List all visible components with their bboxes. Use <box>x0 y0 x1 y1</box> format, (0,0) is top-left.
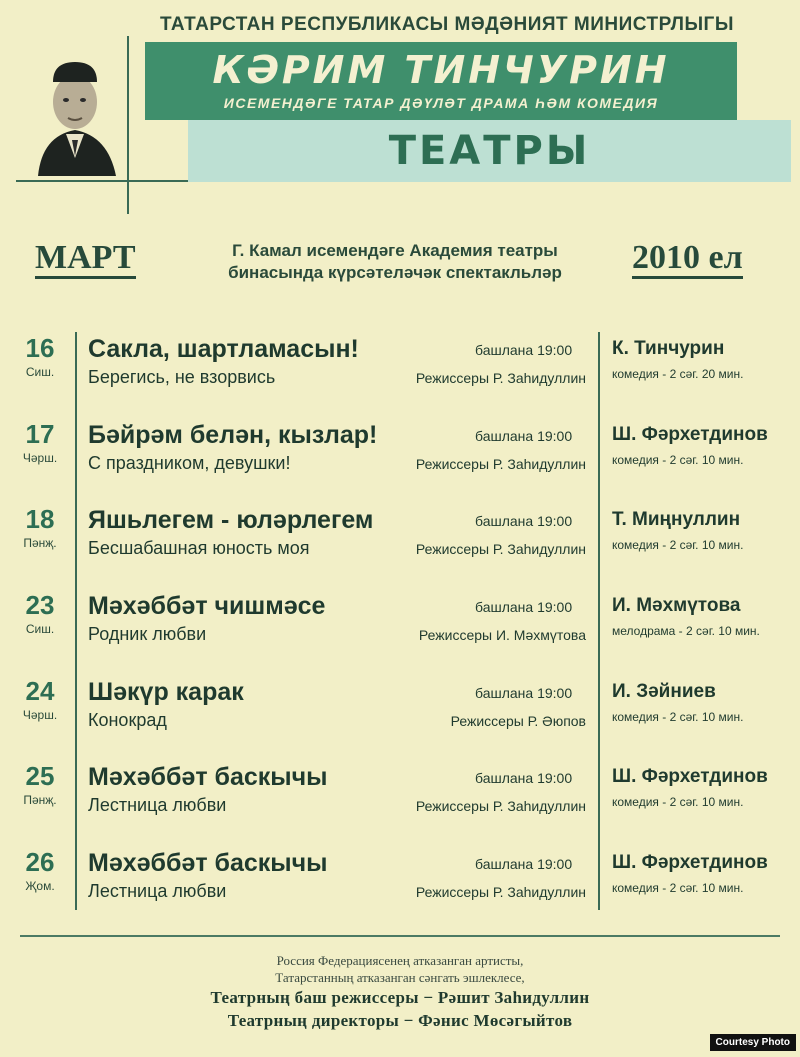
performance-row <box>0 418 800 504</box>
title-russian: Конокрад <box>88 709 167 730</box>
genre-duration: комедия - 2 сәг. 10 мин. <box>612 881 744 896</box>
title-tatar: Сакла, шартламасын! <box>88 335 359 363</box>
start-time: башлана 19:00 <box>475 427 573 444</box>
author: И. Зәйниев <box>612 680 716 702</box>
performance-row <box>0 589 800 675</box>
title-russian: Бесшабашная юность моя <box>88 538 310 559</box>
chief-director: Театрның баш режиссеры − Рәшит Заһидуллин <box>210 988 590 1007</box>
author: И. Мәхмүтова <box>612 595 741 617</box>
date-cell <box>18 675 62 723</box>
director: Режиссеры И. Мәхмүтова <box>418 627 586 644</box>
date-cell <box>18 589 62 637</box>
start-time: башлана 19:00 <box>475 684 573 701</box>
director: Режиссеры Р. Заһидуллин <box>415 798 586 815</box>
director: Режиссеры Р. Заһидуллин <box>415 884 586 901</box>
title-tatar: Мәхәббәт баскычы <box>88 849 328 878</box>
date-cell <box>18 418 62 466</box>
title-tatar: Бәйрәм белән, кызлар! <box>88 420 378 449</box>
start-time: башлана 19:00 <box>475 599 573 616</box>
footer-divider <box>20 935 780 937</box>
genre-duration: комедия - 2 сәг. 10 мин. <box>612 538 744 553</box>
director: Режиссеры Р. Заһидуллин <box>415 370 586 386</box>
title-russian: Берегись, не взорвись <box>88 367 276 387</box>
start-time: башлана 19:00 <box>475 342 573 358</box>
title-russian: Родник любви <box>88 624 207 645</box>
title-tatar: Мәхәббәт чишмәсе <box>88 592 326 621</box>
date-cell <box>18 846 62 894</box>
performance-list <box>0 332 800 932</box>
date-number: 26 <box>25 847 55 878</box>
date-number: 25 <box>25 761 55 792</box>
performance-row <box>0 846 800 932</box>
day-of-week: Чәрш. <box>22 450 58 465</box>
start-time: башлана 19:00 <box>475 770 573 787</box>
director: Режиссеры Р. Заһидуллин <box>415 455 586 472</box>
footer-line-2: Татарстанның атказанган сәнгать эшлеклесе, <box>275 970 525 985</box>
title-tatar: Шәкүр карак <box>88 677 244 706</box>
day-of-week: Сиш. <box>25 365 55 379</box>
day-of-week: Пәнҗ. <box>23 536 57 551</box>
title-russian: Лестница любви <box>88 881 227 902</box>
venue-line-1: Г. Камал исемендәге Академия театры <box>232 241 558 260</box>
performance-row <box>0 760 800 846</box>
day-of-week: Пәнҗ. <box>23 793 57 808</box>
title-russian: С праздником, девушки! <box>88 452 291 473</box>
venue-text <box>190 240 600 284</box>
theatre-word-banner <box>188 120 791 182</box>
venue-line-2: бинасында күрсәтеләчәк спектакльләр <box>228 263 562 282</box>
author: Ш. Фәрхетдинов <box>612 766 768 788</box>
year-label: 2010 ел <box>632 240 743 279</box>
frame-vertical-line <box>127 36 129 214</box>
performance-row <box>0 503 800 589</box>
frame-horizontal-line <box>16 180 208 182</box>
theatre-director: Театрның директоры − Фәнис Мөсәгыйтов <box>227 1011 573 1030</box>
day-of-week: Җом. <box>25 879 55 894</box>
ministry-header: ТАТАРСТАН РЕСПУБЛИКАСЫ МӘДӘНИЯТ МИНИСТРЛЫГЫ <box>160 14 734 35</box>
date-number: 16 <box>25 333 55 363</box>
month-label: МАРТ <box>35 240 136 279</box>
date-cell <box>18 760 62 808</box>
theatre-name-banner <box>145 42 737 120</box>
genre-duration: комедия - 2 сәг. 10 мин. <box>612 709 744 724</box>
date-number: 23 <box>25 590 55 621</box>
director: Режиссеры Р. Заһидуллин <box>415 541 586 558</box>
author: Ш. Фәрхетдинов <box>612 423 768 445</box>
date-number: 17 <box>25 418 55 449</box>
day-of-week: Сиш. <box>25 622 55 637</box>
performance-row <box>0 675 800 761</box>
start-time: башлана 19:00 <box>475 513 573 530</box>
genre-duration: комедия - 2 сәг. 10 мин. <box>612 795 744 810</box>
genre-duration: комедия - 2 сәг. 10 мин. <box>612 452 744 467</box>
portrait-image <box>20 38 130 178</box>
theatre-name: КӘРИМ ТИНЧУРИН <box>212 48 670 92</box>
courtesy-badge: Courtesy Photo <box>710 1034 796 1051</box>
title-tatar: Мәхәббәт баскычы <box>88 763 328 792</box>
genre-duration: мелодрама - 2 сәг. 10 мин. <box>612 624 760 639</box>
author: К. Тинчурин <box>612 338 725 359</box>
author: Т. Миңнуллин <box>612 509 741 531</box>
footer-line-1: Россия Федерациясенең атказанган артисты, <box>276 953 524 968</box>
date-cell <box>18 332 62 380</box>
performance-row <box>0 332 800 418</box>
date-cell <box>18 503 62 551</box>
author: Ш. Фәрхетдинов <box>612 852 768 874</box>
theatre-word: ТЕАТРЫ <box>388 128 591 174</box>
start-time: башлана 19:00 <box>475 856 573 873</box>
date-number: 24 <box>25 675 55 706</box>
footer-credits <box>0 952 800 1032</box>
day-of-week: Чәрш. <box>22 707 58 722</box>
director: Режиссеры Р. Әюпов <box>450 712 586 729</box>
title-russian: Лестница любви <box>88 795 227 816</box>
genre-duration: комедия - 2 сәг. 20 мин. <box>612 367 744 381</box>
title-tatar: Яшьлегем - юләрлегем <box>88 506 374 535</box>
date-number: 18 <box>25 504 55 535</box>
theatre-subtitle: ИСЕМЕНДӘГЕ ТАТАР ДӘҮЛӘТ ДРАМА ҺӘМ КОМЕДИЯ <box>223 95 659 111</box>
